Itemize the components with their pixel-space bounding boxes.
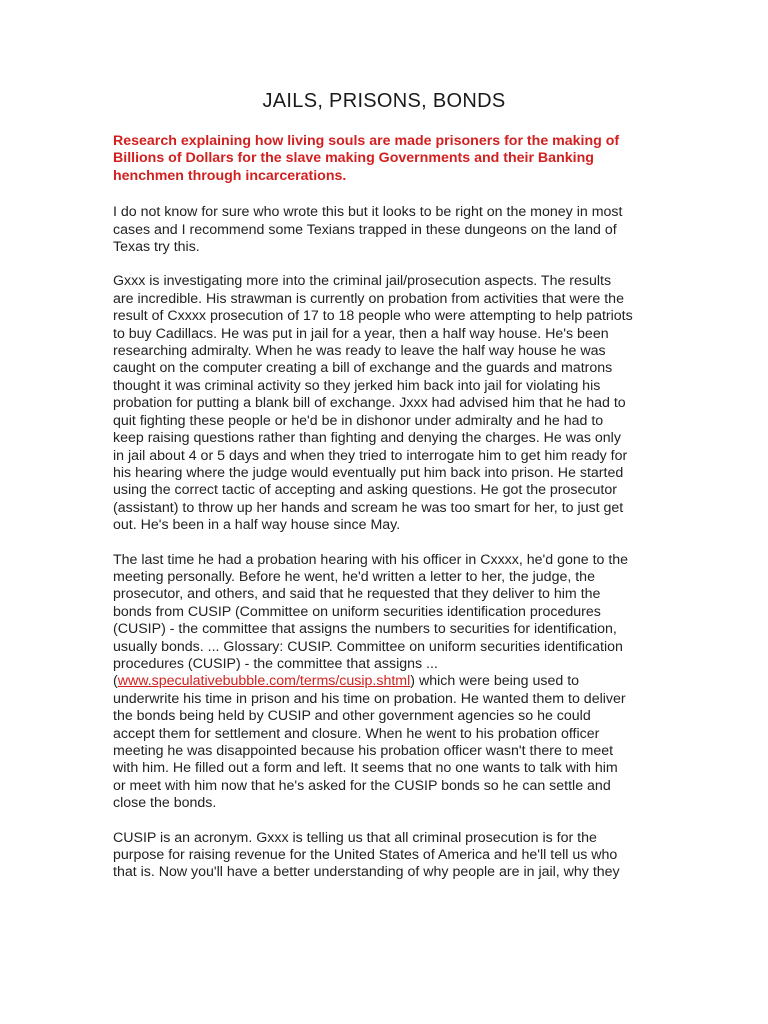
page-title: JAILS, PRISONS, BONDS xyxy=(262,90,506,112)
paragraph-probation-hearing xyxy=(113,552,633,813)
cusip-link[interactable]: www.speculativebubble.com/terms/cusip.shtml xyxy=(117,673,411,690)
paragraph-authorship: I do not know for sure who wrote this but it looks to be right on the money in most cases and I recommend some Texians trapped in these dungeons on the land of Texas try this. xyxy=(113,204,623,256)
paragraph-text-before-link: The last time he had a probation hearing with his officer in Cxxxx, he'd gone to the meeting personally. Before he went, he'd written a letter to her, the judge, the prosecutor, and others, and said that he requested that they deliver to him the bonds from CUSIP (Committee on uniform securities identification procedures (CUSIP) - the committee that assigns the numbers to securities for identification, usually bonds. ... Glossary: CUSIP. Committee on uniform securities identification procedures (CUSIP) - the committee that assigns ... ( xyxy=(113,551,629,690)
paragraph-text-after-link: ) which were being used to underwrite his time in prison and his time on probation. He wanted them to deliver the bonds being held by CUSIP and other government agencies so he could accept them for settlement and closure. When he went to his probation officer meeting he was disappointed because his probation officer wasn't there to meet with him. He filled out a form and left. It seems that no one wants to talk with him or meet with him now that he's asked for the CUSIP bonds so he can settle and close the bonds. xyxy=(113,673,626,812)
intro-paragraph: Research explaining how living souls are made prisoners for the making of Billions of Dollars for the slave making Governments and their Banking henchmen through incarcerations. xyxy=(113,133,620,184)
document-body xyxy=(113,133,633,899)
paragraph-investigation: Gxxx is investigating more into the criminal jail/prosecution aspects. The results are incredible. His strawman is currently on probation from activities that were the result of Cxxxx prosecution of 17 to 18 people who were attempting to help patriots to buy Cadillacs. He was put in jail for a year, then a half way house. He's been researching admiralty. When he was ready to leave the half way house he was caught on the computer creating a bill of exchange and the guards and matrons thought it was criminal activity so they jerked him back into jail for violating his probation for putting a blank bill of exchange. Jxxx had advised him that he had to quit fighting these people or he'd be in dishonor under admiralty and he had to keep raising questions rather than fighting and denying the charges. He was only in jail about 4 or 5 days and when they tried to interrogate him to get him ready for his hearing where the judge would eventually put him back into prison. He started using the correct tactic of accepting and asking questions. He got the prosecutor (assistant) to throw up her hands and scream he was too smart for her, to just get out. He's been in a half way house since May. xyxy=(113,273,633,534)
paragraph-cusip-acronym: CUSIP is an acronym. Gxxx is telling us that all criminal prosecution is for the purpose for raising revenue for the United States of America and he'll tell us who that is. Now you'll have a better understanding of why people are in jail, why they xyxy=(113,829,620,881)
